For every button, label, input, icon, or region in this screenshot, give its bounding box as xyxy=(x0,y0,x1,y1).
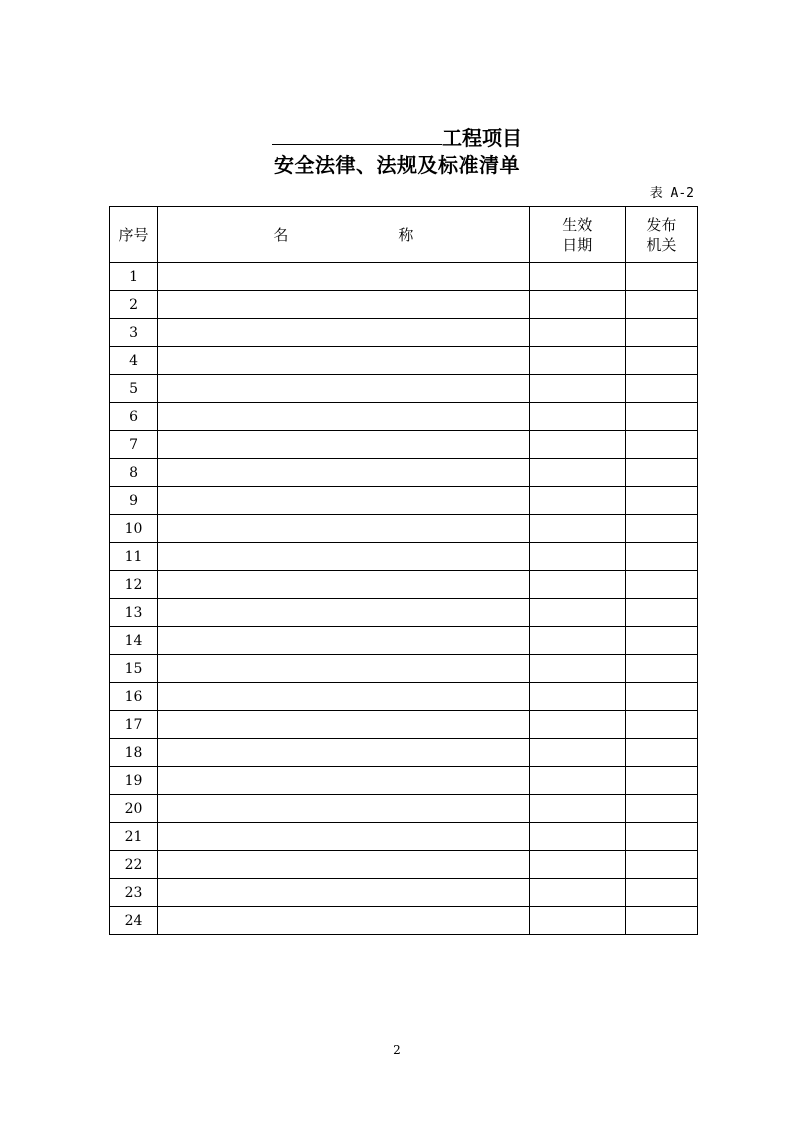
table-row xyxy=(110,599,698,627)
row-date-cell[interactable] xyxy=(529,823,625,851)
table-row xyxy=(110,487,698,515)
header-effective-date xyxy=(529,207,625,263)
row-serial-no: 24 xyxy=(110,907,158,935)
table-row xyxy=(110,319,698,347)
row-org-cell[interactable] xyxy=(625,655,697,683)
table-row xyxy=(110,627,698,655)
row-serial-no: 13 xyxy=(110,599,158,627)
header-name-part1: 名 xyxy=(273,225,289,244)
row-name-cell[interactable] xyxy=(158,739,530,767)
row-serial-no: 11 xyxy=(110,543,158,571)
table-row xyxy=(110,515,698,543)
header-serial-no: 序号 xyxy=(110,207,158,263)
table-row xyxy=(110,739,698,767)
row-org-cell[interactable] xyxy=(625,543,697,571)
table-row xyxy=(110,347,698,375)
row-name-cell[interactable] xyxy=(158,431,530,459)
row-name-cell[interactable] xyxy=(158,907,530,935)
row-org-cell[interactable] xyxy=(625,431,697,459)
row-org-cell[interactable] xyxy=(625,263,697,291)
table-row xyxy=(110,263,698,291)
row-serial-no: 20 xyxy=(110,795,158,823)
row-org-cell[interactable] xyxy=(625,739,697,767)
row-org-cell[interactable] xyxy=(625,851,697,879)
row-date-cell[interactable] xyxy=(529,319,625,347)
table-row xyxy=(110,767,698,795)
header-date-line2: 日期 xyxy=(562,235,593,254)
row-serial-no: 1 xyxy=(110,263,158,291)
row-name-cell[interactable] xyxy=(158,543,530,571)
table-row xyxy=(110,375,698,403)
header-name-part2: 称 xyxy=(398,225,414,244)
row-date-cell[interactable] xyxy=(529,403,625,431)
row-name-cell[interactable] xyxy=(158,263,530,291)
row-date-cell[interactable] xyxy=(529,515,625,543)
row-serial-no: 8 xyxy=(110,459,158,487)
row-serial-no: 10 xyxy=(110,515,158,543)
row-serial-no: 5 xyxy=(110,375,158,403)
row-date-cell[interactable] xyxy=(529,263,625,291)
row-serial-no: 12 xyxy=(110,571,158,599)
row-name-cell[interactable] xyxy=(158,599,530,627)
row-date-cell[interactable] xyxy=(529,739,625,767)
row-name-cell[interactable] xyxy=(158,767,530,795)
row-name-cell[interactable] xyxy=(158,795,530,823)
table-row xyxy=(110,823,698,851)
page-number: 2 xyxy=(393,1043,401,1057)
row-org-cell[interactable] xyxy=(625,403,697,431)
row-date-cell[interactable] xyxy=(529,655,625,683)
table-row xyxy=(110,907,698,935)
row-org-cell[interactable] xyxy=(625,459,697,487)
row-serial-no: 17 xyxy=(110,711,158,739)
table-row xyxy=(110,683,698,711)
row-org-cell[interactable] xyxy=(625,571,697,599)
row-org-cell[interactable] xyxy=(625,683,697,711)
table-row xyxy=(110,711,698,739)
row-org-cell[interactable] xyxy=(625,795,697,823)
row-org-cell[interactable] xyxy=(625,907,697,935)
header-org-line1: 发布 xyxy=(646,215,677,234)
row-serial-no: 19 xyxy=(110,767,158,795)
row-org-cell[interactable] xyxy=(625,347,697,375)
row-date-cell[interactable] xyxy=(529,907,625,935)
row-date-cell[interactable] xyxy=(529,487,625,515)
row-date-cell[interactable] xyxy=(529,711,625,739)
form-number: 表 A-2 xyxy=(649,186,694,201)
row-serial-no: 18 xyxy=(110,739,158,767)
header-name xyxy=(158,207,530,263)
row-serial-no: 16 xyxy=(110,683,158,711)
row-org-cell[interactable] xyxy=(625,375,697,403)
row-serial-no: 22 xyxy=(110,851,158,879)
row-date-cell[interactable] xyxy=(529,543,625,571)
row-date-cell[interactable] xyxy=(529,459,625,487)
table-header-row xyxy=(110,207,698,263)
table-row xyxy=(110,879,698,907)
row-name-cell[interactable] xyxy=(158,571,530,599)
row-name-cell[interactable] xyxy=(158,711,530,739)
row-serial-no: 15 xyxy=(110,655,158,683)
row-date-cell[interactable] xyxy=(529,431,625,459)
row-name-cell[interactable] xyxy=(158,403,530,431)
table-row xyxy=(110,543,698,571)
table-row xyxy=(110,431,698,459)
row-name-cell[interactable] xyxy=(158,375,530,403)
row-date-cell[interactable] xyxy=(529,571,625,599)
table-row xyxy=(110,459,698,487)
row-org-cell[interactable] xyxy=(625,291,697,319)
row-date-cell[interactable] xyxy=(529,599,625,627)
row-org-cell[interactable] xyxy=(625,823,697,851)
row-name-cell[interactable] xyxy=(158,319,530,347)
header-date-line1: 生效 xyxy=(562,215,593,234)
row-date-cell[interactable] xyxy=(529,879,625,907)
row-name-cell[interactable] xyxy=(158,851,530,879)
title-project-suffix: 工程项目 xyxy=(442,126,522,150)
row-date-cell[interactable] xyxy=(529,851,625,879)
row-org-cell[interactable] xyxy=(625,515,697,543)
row-name-cell[interactable] xyxy=(158,823,530,851)
row-name-cell[interactable] xyxy=(158,487,530,515)
table-row xyxy=(110,655,698,683)
row-serial-no: 3 xyxy=(110,319,158,347)
row-name-cell[interactable] xyxy=(158,515,530,543)
header-org-line2: 机关 xyxy=(646,235,677,254)
table-row xyxy=(110,851,698,879)
row-name-cell[interactable] xyxy=(158,655,530,683)
row-name-cell[interactable] xyxy=(158,879,530,907)
row-date-cell[interactable] xyxy=(529,291,625,319)
table-row xyxy=(110,795,698,823)
row-serial-no: 4 xyxy=(110,347,158,375)
row-org-cell[interactable] xyxy=(625,627,697,655)
row-date-cell[interactable] xyxy=(529,683,625,711)
row-serial-no: 7 xyxy=(110,431,158,459)
row-date-cell[interactable] xyxy=(529,347,625,375)
row-serial-no: 21 xyxy=(110,823,158,851)
row-date-cell[interactable] xyxy=(529,375,625,403)
row-serial-no: 14 xyxy=(110,627,158,655)
row-name-cell[interactable] xyxy=(158,347,530,375)
row-org-cell[interactable] xyxy=(625,487,697,515)
row-org-cell[interactable] xyxy=(625,319,697,347)
row-date-cell[interactable] xyxy=(529,627,625,655)
row-serial-no: 23 xyxy=(110,879,158,907)
row-name-cell[interactable] xyxy=(158,683,530,711)
row-serial-no: 6 xyxy=(110,403,158,431)
law-regulation-table xyxy=(109,206,698,935)
project-name-blank[interactable] xyxy=(272,124,442,145)
row-name-cell[interactable] xyxy=(158,459,530,487)
header-issuing-authority xyxy=(625,207,697,263)
row-org-cell[interactable] xyxy=(625,599,697,627)
document-title: 安全法律、法规及标准清单 xyxy=(274,153,520,177)
row-org-cell[interactable] xyxy=(625,711,697,739)
row-org-cell[interactable] xyxy=(625,767,697,795)
document-title-project xyxy=(0,124,794,151)
row-date-cell[interactable] xyxy=(529,767,625,795)
table-body xyxy=(110,263,698,935)
table-row xyxy=(110,403,698,431)
row-org-cell[interactable] xyxy=(625,879,697,907)
row-serial-no: 2 xyxy=(110,291,158,319)
table-row xyxy=(110,291,698,319)
row-name-cell[interactable] xyxy=(158,291,530,319)
row-serial-no: 9 xyxy=(110,487,158,515)
row-name-cell[interactable] xyxy=(158,627,530,655)
row-date-cell[interactable] xyxy=(529,795,625,823)
table-row xyxy=(110,571,698,599)
